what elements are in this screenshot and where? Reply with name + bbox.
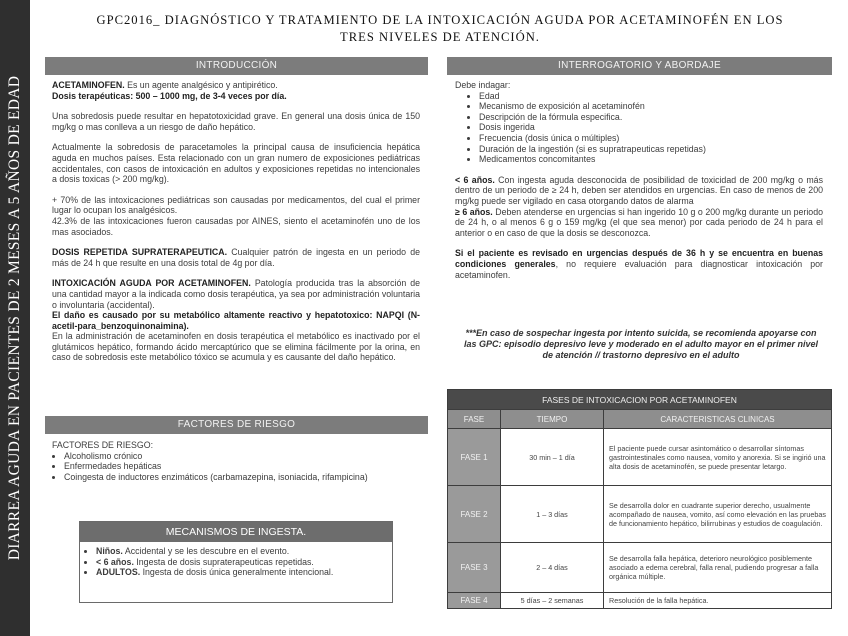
risk-header: FACTORES DE RIESGO: [45, 416, 428, 434]
phases-table: [447, 389, 832, 609]
mechanism-item: • Niños. Accidental y se les descubre en el evento.: [96, 546, 392, 557]
phase-cell: FASE 1: [448, 429, 501, 486]
col-fase: FASE: [448, 410, 501, 429]
interrogation-item: • Mecanismo de exposición al acetaminofén: [479, 101, 823, 112]
interrogation-label: Debe indagar:: [455, 80, 511, 90]
interrogation-item: • Duración de la ingestión (si es supratrapeuticas repetidas): [479, 144, 823, 155]
intro-section: [52, 80, 420, 373]
suicide-warning: ***En caso de sospechar ingesta por intento suicida, se recomienda apoyarse con las GPC: episodio depresivo leve y moderado en el adulto mayor en el primer nivel de atención // trastorno depresivo en el adulto: [463, 328, 819, 360]
mechanisms-box: [79, 521, 393, 603]
intro-p5-text: Cualquier patrón de ingesta en un periodo de más de 24 h que resulte en una dosis total de 4g por día.: [52, 247, 420, 268]
intro-dose: Dosis terapéuticas: 500 – 1000 mg, de 3-4 veces por día.: [52, 90, 287, 101]
phase-cell: FASE 3: [448, 543, 501, 593]
er-bold: Si el paciente es revisado en urgencias después de 36 h y se encuentra en buenas condiciones generales: [455, 248, 823, 269]
sidebar-title: DIARREA AGUDA EN PACIENTES DE 2 MESES A 5 AÑOS DE EDAD: [6, 75, 23, 561]
under6-text: Con ingesta aguda desconocida de posibilidad de toxicidad de 200 mg/kg o más dentro de un periodo de ≥ 24 h, deben ser atendidos en urgencias. En caso de menos de 200 mg/kg puede ser vigilado en casa otorgando datos de alarma: [455, 174, 823, 206]
intro-p3: Actualmente la sobredosis de paracetamoles la principal causa de insuficiencia hepática aguda en muchos países. Esta relacionado con un gran numero de exposiciones pediátricas accidentales, con casos de intoxicación en adultos y exposiciones repetidas no intencionales a dosis toxicas (> 200 mg/kg).: [52, 142, 420, 185]
phases-caption: FASES DE INTOXICACION POR ACETAMINOFEN: [448, 390, 832, 410]
col-caracteristicas: CARACTERISTICAS CLINICAS: [604, 410, 832, 429]
table-row: [448, 486, 832, 543]
risk-item: • Coingesta de inductores enzimáticos (carbamazepina, isoniacida, rifampicina): [64, 472, 392, 483]
interrogation-item: • Frecuencia (dosis única o múltiples): [479, 133, 823, 144]
col-tiempo: TIEMPO: [501, 410, 604, 429]
intro-header: INTRODUCCIÓN: [45, 57, 428, 75]
intro-p4b: 42.3% de las intoxicaciones fueron causadas por AINES, siento el acetaminofén uno de los mas asociados.: [52, 215, 420, 237]
over6-text: Deben atenderse en urgencias si han ingerido 10 g o 200 mg/kg durante un periodo de 24 h, o al menos 6 g o 159 mg/kg (el que sea menor) por cada periodo de 24 h para el anterior o en caso de que la dosis se desconozca.: [455, 206, 823, 238]
interrogation-item: • Edad: [479, 91, 823, 102]
page-title: [40, 12, 840, 46]
intro-p5-bold: DOSIS REPETIDA SUPRATERAPEUTICA.: [52, 247, 228, 258]
intro-p1-bold: ACETAMINOFEN.: [52, 80, 125, 90]
intro-p1-text: Es un agente analgésico y antipirético.: [124, 80, 278, 90]
interrogation-item: • Descripción de la fórmula especifica.: [479, 112, 823, 123]
interrogation-header: INTERROGATORIO Y ABORDAJE: [447, 57, 832, 75]
intro-p6-text: Patología producida tras la absorción de una cantidad mayor a la indicada como dosis terapéutica, ya sea por administración voluntaria o involuntaria (accidental).: [52, 278, 421, 310]
mechanism-item: • ADULTOS. Ingesta de dosis única generalmente intencional.: [96, 567, 392, 578]
interrogation-section: [455, 80, 823, 280]
table-row: [448, 593, 832, 609]
time-cell: 1 – 3 días: [501, 486, 604, 543]
interrogation-item: • Dosis ingerida: [479, 122, 823, 133]
intro-p2: Una sobredosis puede resultar en hepatotoxicidad grave. En general una dosis única de 150 mg/kg o mas conlleva a un riesgo de daño hepático.: [52, 111, 420, 132]
intro-p6-text2: En la administración de acetaminofen en dosis terapéutica el metabólico es inactivado por el glutámicos hepático, formando ácido mercaptúrico que se elimina fácilmente por la orina, en caso de sobredosis este metabólico tóxico se acumula y es causante del daño hepático.: [52, 331, 420, 363]
mechanism-item: • < 6 años. Ingesta de dosis supraterapeuticas repetidas.: [96, 557, 392, 568]
under6-bold: < 6 años.: [455, 174, 495, 185]
table-row: [448, 429, 832, 486]
intro-p4a: + 70% de las intoxicaciones pediátricas son causadas por medicamentos, del cual el primer lugar lo ocupan los analgésicos.: [52, 194, 420, 216]
time-cell: 2 – 4 días: [501, 543, 604, 593]
intro-p6-bold2: El daño es causado por su metabólico altamente reactivo y hepatotoxico: NAPQI (N-acetil-para_benzoquinonaimina).: [52, 310, 420, 331]
time-cell: 5 días – 2 semanas: [501, 593, 604, 609]
intro-p6-bold: INTOXICACIÓN AGUDA POR ACETAMINOFEN.: [52, 278, 251, 289]
risk-section: [52, 440, 392, 482]
er-text: , no requiere evaluación para diagnosticar intoxicación por acetaminofen.: [455, 258, 823, 280]
time-cell: 30 min – 1 día: [501, 429, 604, 486]
desc-cell: Se desarrolla falla hepática, deterioro neurológico posiblemente asociado a edema cerebral, falla renal, pudiendo progresar a falla orgánica múltiple.: [604, 543, 832, 593]
risk-label: FACTORES DE RIESGO:: [52, 440, 154, 450]
phase-cell: FASE 4: [448, 593, 501, 609]
title-line-2: TRES NIVELES DE ATENCIÓN.: [340, 30, 540, 44]
interrogation-item: • Medicamentos concomitantes: [479, 154, 823, 165]
risk-item: • Alcoholismo crónico: [64, 451, 392, 462]
phase-cell: FASE 2: [448, 486, 501, 543]
mechanisms-header: MECANISMOS DE INGESTA.: [80, 522, 392, 542]
desc-cell: Se desarrolla dolor en cuadrante superior derecho, usualmente acompañado de nausea, vomito, así como elevación en las pruebas de funcionamiento hepático, bilirrubinas y estudios de coagulación.: [604, 486, 832, 543]
table-row: [448, 543, 832, 593]
desc-cell: Resolución de la falla hepática.: [604, 593, 832, 609]
desc-cell: El paciente puede cursar asintomático o desarrollar síntomas gastrointestinales como nausea, vomito y anorexia. Si se ingirió una alta dosis de acetaminofén, se puede presentar letargo.: [604, 429, 832, 486]
risk-item: • Enfermedades hepáticas: [64, 461, 392, 472]
vertical-sidebar: [0, 0, 30, 636]
over6-bold: ≥ 6 años.: [455, 206, 493, 217]
title-line-1: GPC2016_ DIAGNÓSTICO Y TRATAMIENTO DE LA INTOXICACIÓN AGUDA POR ACETAMINOFÉN EN LOS: [96, 13, 784, 27]
